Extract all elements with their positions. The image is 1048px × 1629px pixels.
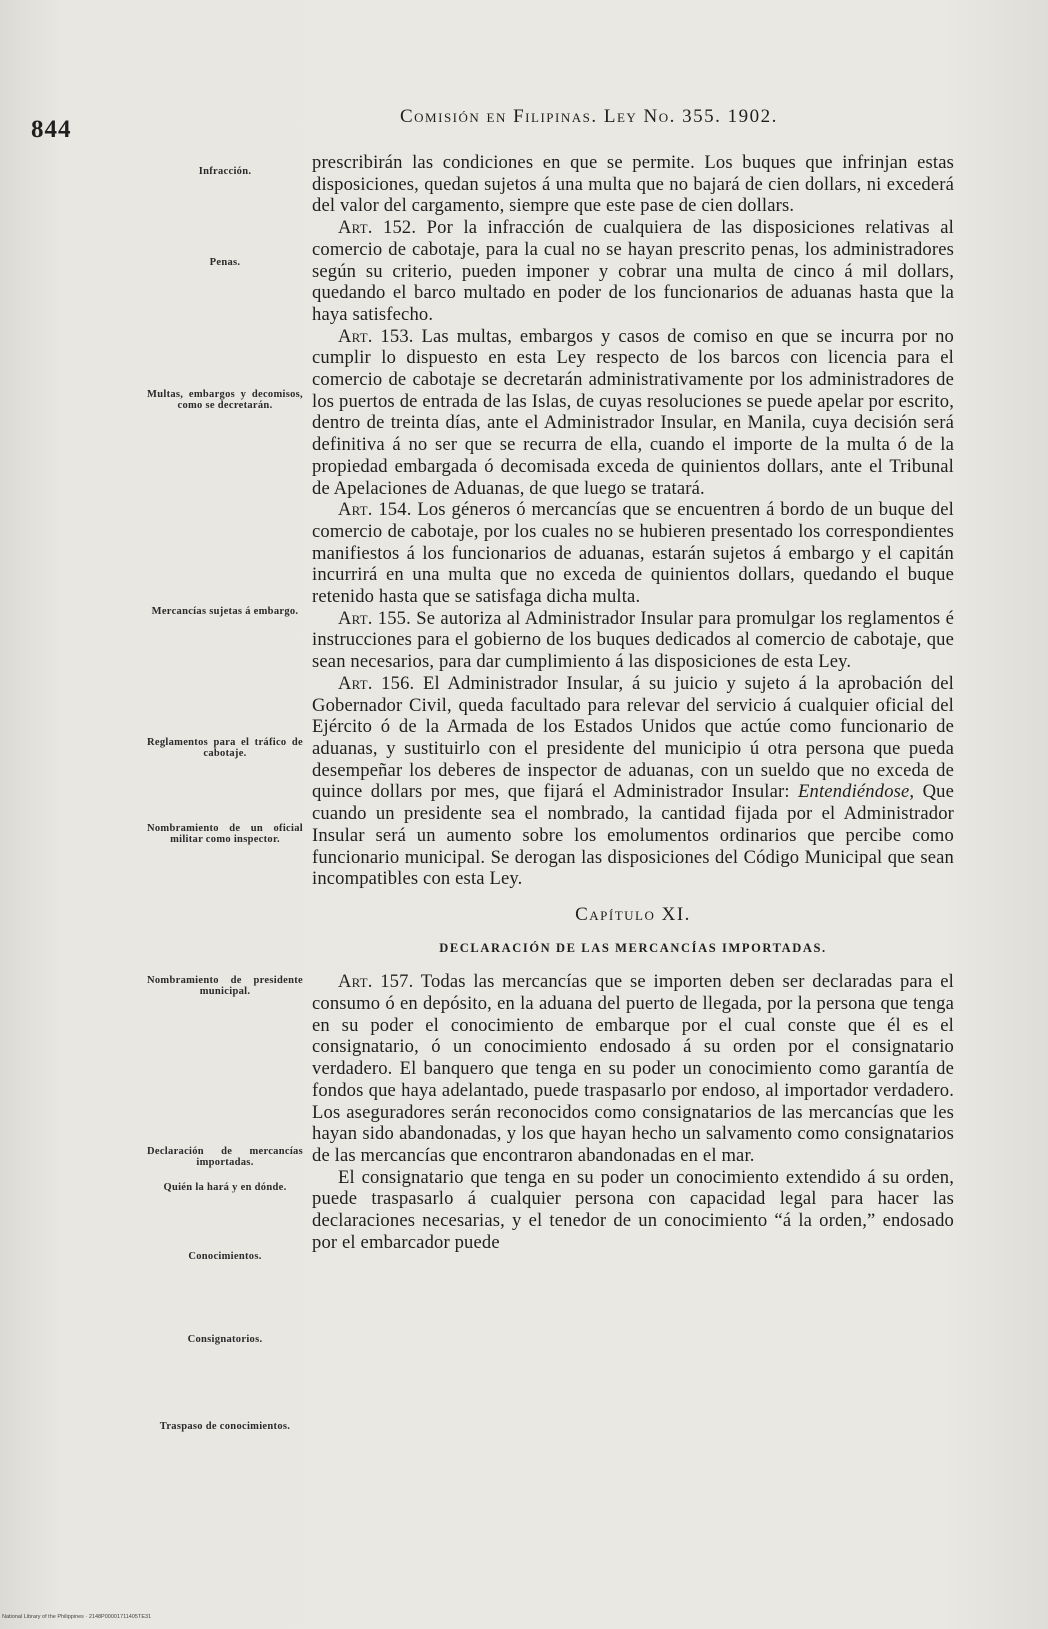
paragraph-last: El consignatario que tenga en su poder un conocimiento extendido á su orden, puede traspasarlo á cualquier persona con capacidad legal para hacer las declaraciones necesarias, y el tenedor de un conocimiento “á la orden,” endosado por el embarcador puede — [312, 1166, 954, 1253]
article-153 — [312, 326, 954, 500]
margin-note-conocimientos: Conocimientos. — [188, 1251, 262, 1262]
article-text: El Administrador Insular, á su juicio y sujeto á la aprobación del Gobernador Civil, queda facultado para relevar del servicio á cualquier oficial del Ejército ó de la Armada de los Estados Unidos que actúe como funcionario de aduanas, y sustituirlo con el presidente del municipio ú otra persona que pueda desempeñar los deberes de inspector de aduanas, con un sueldo que no exceda de quince dollars por mes, que fijará el Administrador Insular: — [312, 672, 954, 803]
margin-note-infraccion: Infracción. — [198, 166, 252, 177]
article-155 — [312, 608, 954, 673]
article-label: Art. 156. — [338, 672, 415, 694]
body-text — [312, 152, 954, 1253]
article-label: Art. 155. — [338, 607, 411, 629]
scan-footer: National Library of the Philippines · 2148P00001711405TE31 — [2, 1614, 152, 1620]
margin-note-presidente-municipal: Nombramiento de presidente municipal. — [147, 975, 303, 997]
article-text: Se autoriza al Administrador Insular para promulgar los reglamentos é instrucciones para el gobierno de los buques dedicados al comercio de cabotaje, que sean necesarios, para dar cumplimiento á las disposiciones de esta Ley. — [312, 607, 954, 673]
margin-note-declaracion: Declaración de mercancías importadas. — [147, 1146, 303, 1168]
article-label: Art. 157. — [338, 971, 414, 993]
article-proviso: Entendiéndose, — [798, 781, 915, 803]
margin-note-consignatorios: Consignatorios. — [187, 1334, 263, 1345]
chapter-heading: Capítulo XI. — [575, 903, 691, 925]
article-text-continued: Que cuando un presidente sea el nombrado, la cantidad fijada por el Administrador Insular será un aumento sobre los emolumentos ordinarios que percibe como funcionario municipal. Se derogan las disposiciones del Código Municipal que sean incompatibles con esta Ley. — [312, 781, 954, 890]
paragraph-continuation: prescribirán las condiciones en que se permite. Los buques que infrinjan estas disposiciones, quedan sujetos á una multa que no bajará de cien dollars, ni excederá del valor del cargamento, siempre que este pase de cien dollars. — [312, 152, 954, 217]
margin-note-multas: Multas, embargos y decomisos, como se decretarán. — [147, 389, 303, 411]
article-label: Art. 152. — [338, 217, 417, 239]
running-head: Comisión en Filipinas. Ley No. 355. 1902. — [400, 106, 778, 127]
article-157 — [312, 971, 954, 1166]
margin-note-quien: Quién la hará y en dónde. — [163, 1182, 287, 1193]
article-text: Todas las mercancías que se importen deben ser declaradas para el consumo ó en depósito, en la aduana del puerto de llegada, por la persona que tenga en su poder el conocimiento de embarque por el cual conste que él es el consignatario, ó un conocimiento endosado á su orden por el consignatario verdadero. El banquero que tenga en su poder un conocimiento como garantía de fondos que haya adelantado, puede traspasarlo por endoso, al importador verdadero. Los aseguradores serán reconocidos como consignatarios de las mercancías que les hayan sido abandonadas, y los que hayan hecho un salvamento como consignatarios de las mercancías que encontraron abandonadas en el mar. — [312, 971, 954, 1166]
article-label: Art. 153. — [338, 325, 414, 347]
margin-note-mercancias-embargo: Mercancías sujetas á embargo. — [151, 606, 299, 617]
article-text: Por la infracción de cualquiera de las disposiciones relativas al comercio de cabotaje, para la cual no se hayan prescrito penas, los administradores según su criterio, pueden imponer y cobrar una multa de cinco á mil dollars, quedando el barco multado en poder de los funcionarios de aduanas hasta que la haya satisfecho. — [312, 217, 954, 325]
margin-note-penas: Penas. — [209, 257, 241, 268]
page-number: 844 — [31, 116, 72, 143]
margin-note-oficial-militar: Nombramiento de un oficial militar como inspector. — [147, 823, 303, 845]
margin-note-traspaso: Traspaso de conocimientos. — [159, 1421, 291, 1432]
article-156 — [312, 673, 954, 890]
article-text: Los géneros ó mercancías que se encuentren á bordo de un buque del comercio de cabotaje, por los cuales no se hubieren presentado los correspondientes manifiestos á los funcionarios de aduanas, estarán sujetos á embargo y el capitán incurrirá en una multa que no exceda de quinientos dollars, quedando el buque retenido hasta que se satisfaga dicha multa. — [312, 499, 954, 608]
page-header — [0, 96, 1048, 143]
section-heading: DECLARACIÓN DE LAS MERCANCÍAS IMPORTADAS. — [439, 940, 827, 955]
article-154 — [312, 499, 954, 608]
article-152 — [312, 217, 954, 326]
margin-note-reglamentos: Reglamentos para el tráfico de cabotaje. — [147, 737, 303, 759]
article-text: Las multas, embargos y casos de comiso en que se incurra por no cumplir lo dispuesto en esta Ley respecto de los barcos con licencia para el comercio de cabotaje se decretarán administrativamente por los administradores de los puertos de entrada de las Islas, de cuyas resoluciones se puede apelar por escrito, dentro de treinta días, ante el Administrador Insular, en Manila, cuya decisión será definitiva á no ser que se recurra de ella, cuando el importe de la multa ó de la propiedad embargada ó decomisada exceda de quinientos dollars, ante el Tribunal de Apelaciones de Aduanas, de que luego se tratará. — [312, 325, 954, 499]
article-label: Art. 154. — [338, 499, 412, 521]
